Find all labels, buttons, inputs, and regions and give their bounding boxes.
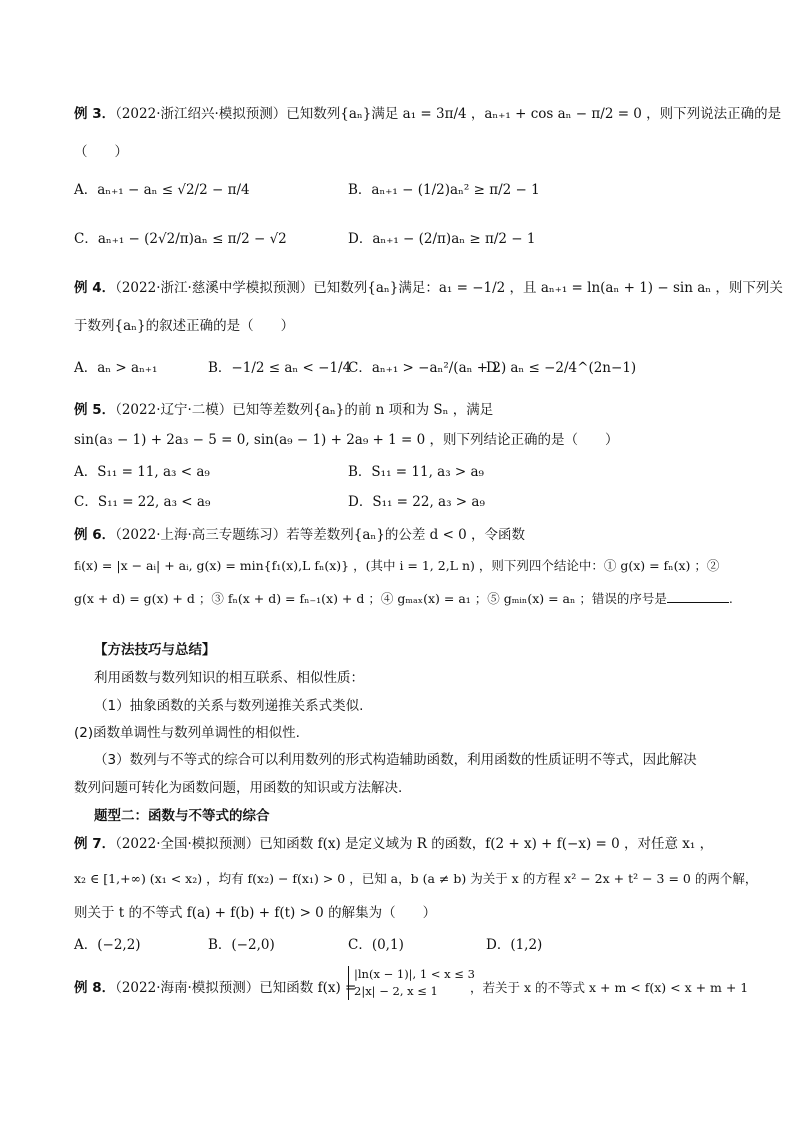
method-heading: 【方法技巧与总结】 [94, 642, 216, 658]
ex4-option-c: C．aₙ₊₁ > −aₙ²/(aₙ + 2) [348, 360, 507, 376]
answer-blank [667, 588, 729, 603]
ex5-option-a: A．S₁₁ = 11, a₃ < a₉ [74, 464, 210, 480]
ex8-piecewise [348, 966, 475, 1000]
ex7-option-c: C．(0,1) [348, 937, 404, 953]
method-p4a: （3）数列与不等式的综合可以利用数列的形式构造辅助函数，利用函数的性质证明不等式，因此解决 [94, 752, 697, 768]
ex8-piece1: |ln(x − 1)|, 1 < x ≤ 3 [354, 967, 475, 981]
method-p1: 利用函数与数列知识的相互联系、相似性质： [94, 670, 364, 686]
ex7-stem: （2022·全国·模拟预测）已知函数 f(x) 是定义域为 R 的函数，f(2 + x) + f(−x) = 0 ，对任意 x₁ ， [115, 836, 714, 852]
ex4-line1 [74, 278, 783, 298]
ex3-stem: （2022·浙江绍兴·模拟预测）已知数列{aₙ}满足 a₁ = 3π/4 ，aₙ₊₁ + cos aₙ − π/2 = 0 ，则下列说法正确的是 [115, 106, 782, 122]
method-p4b: 数列问题可转化为函数问题，用函数的知识或方法解决. [74, 780, 403, 796]
ex3-label: 例 3． [74, 106, 116, 122]
ex4-label: 例 4． [74, 280, 116, 296]
ex4-option-a: A．aₙ > aₙ₊₁ [74, 360, 158, 376]
ex7-line2: x₂ ∈ [1,+∞) (x₁ < x₂) ，均有 f(x₂) − f(x₁) > 0 ，已知 a，b (a ≠ b) 为关于 x 的方程 x² − 2x + t² − 3 = 0 的两个解， [74, 871, 758, 886]
ex7-option-a: A．(−2,2) [74, 937, 141, 953]
method-p3: (2)函数单调性与数列单调性的相似性. [74, 725, 300, 741]
type2-heading: 题型二：函数与不等式的综合 [94, 808, 270, 824]
ex4-option-b: B．−1/2 ≤ aₙ < −1/4 [208, 360, 352, 376]
ex3-option-c: C．aₙ₊₁ − (2√2/π)aₙ ≤ π/2 − √2 [74, 231, 287, 247]
ex6-line3 [74, 588, 733, 609]
ex6-line1 [74, 525, 525, 545]
ex3-option-b: B．aₙ₊₁ − (1/2)aₙ² ≥ π/2 − 1 [348, 182, 540, 198]
method-p2: （1）抽象函数的关系与数列递推关系式类似. [94, 698, 364, 714]
ex6-period: . [728, 591, 733, 606]
ex3-option-d: D．aₙ₊₁ − (2/π)aₙ ≥ π/2 − 1 [348, 231, 536, 247]
ex4-option-d: D．aₙ ≤ −2/4^(2n−1) [486, 360, 637, 376]
ex7-line3: 则关于 t 的不等式 f(a) + f(b) + f(t) > 0 的解集为（ ） [74, 905, 437, 921]
ex4-line2: 于数列{aₙ}的叙述正确的是（ ） [74, 318, 295, 334]
ex5-option-d: D．S₁₁ = 22, a₃ > a₉ [348, 494, 485, 510]
ex8-label: 例 8． [74, 980, 116, 996]
ex5-stem: （2022·辽宁·二模）已知等差数列{aₙ}的前 n 项和为 Sₙ ，满足 [115, 402, 494, 418]
ex3-line2: （ ） [74, 144, 128, 160]
ex7-option-d: D．(1,2) [486, 937, 543, 953]
ex5-option-c: C．S₁₁ = 22, a₃ < a₉ [74, 494, 211, 510]
ex8-line [74, 978, 356, 998]
ex6-line2: fᵢ(x) = |x − aᵢ| + aᵢ, g(x) = min{f₁(x),L fₙ(x)} ，(其中 i = 1, 2,L n) ，则下列四个结论中：① g(x) = fₙ(x) ；② [74, 558, 720, 573]
ex7-option-b: B．(−2,0) [208, 937, 275, 953]
ex5-line2: sin(a₃ − 1) + 2a₃ − 5 = 0, sin(a₉ − 1) + 2a₉ + 1 = 0 ，则下列结论正确的是（ ） [74, 432, 619, 448]
ex8-piece2: 2|x| − 2, x ≤ 1 [354, 984, 438, 998]
ex6-line3-text: g(x + d) = g(x) + d ；③ fₙ(x + d) = fₙ₋₁(x) + d ；④ gₘₐₓ(x) = a₁ ；⑤ gₘᵢₙ(x) = aₙ ；错误的序号是 [74, 591, 667, 606]
ex5-line1 [74, 400, 493, 420]
ex7-label: 例 7． [74, 836, 116, 852]
ex8-tail: ，若关于 x 的不等式 x + m < f(x) < x + m + 1 [470, 980, 749, 995]
ex5-label: 例 5． [74, 402, 116, 418]
ex6-label: 例 6． [74, 527, 116, 543]
ex3-line1 [74, 104, 781, 124]
ex5-option-b: B．S₁₁ = 11, a₃ > a₉ [348, 464, 484, 480]
ex4-stem: （2022·浙江·慈溪中学模拟预测）已知数列{aₙ}满足：a₁ = −1/2 ，且 aₙ₊₁ = ln(aₙ + 1) − sin aₙ ，则下列关 [115, 280, 783, 296]
ex8-stem: （2022·海南·模拟预测）已知函数 f(x) = [115, 980, 357, 996]
ex6-stem: （2022·上海·高三专题练习）若等差数列{aₙ}的公差 d < 0 ，令函数 [115, 527, 526, 543]
ex3-option-a: A．aₙ₊₁ − aₙ ≤ √2/2 − π/4 [74, 182, 250, 198]
ex7-line1 [74, 834, 713, 854]
